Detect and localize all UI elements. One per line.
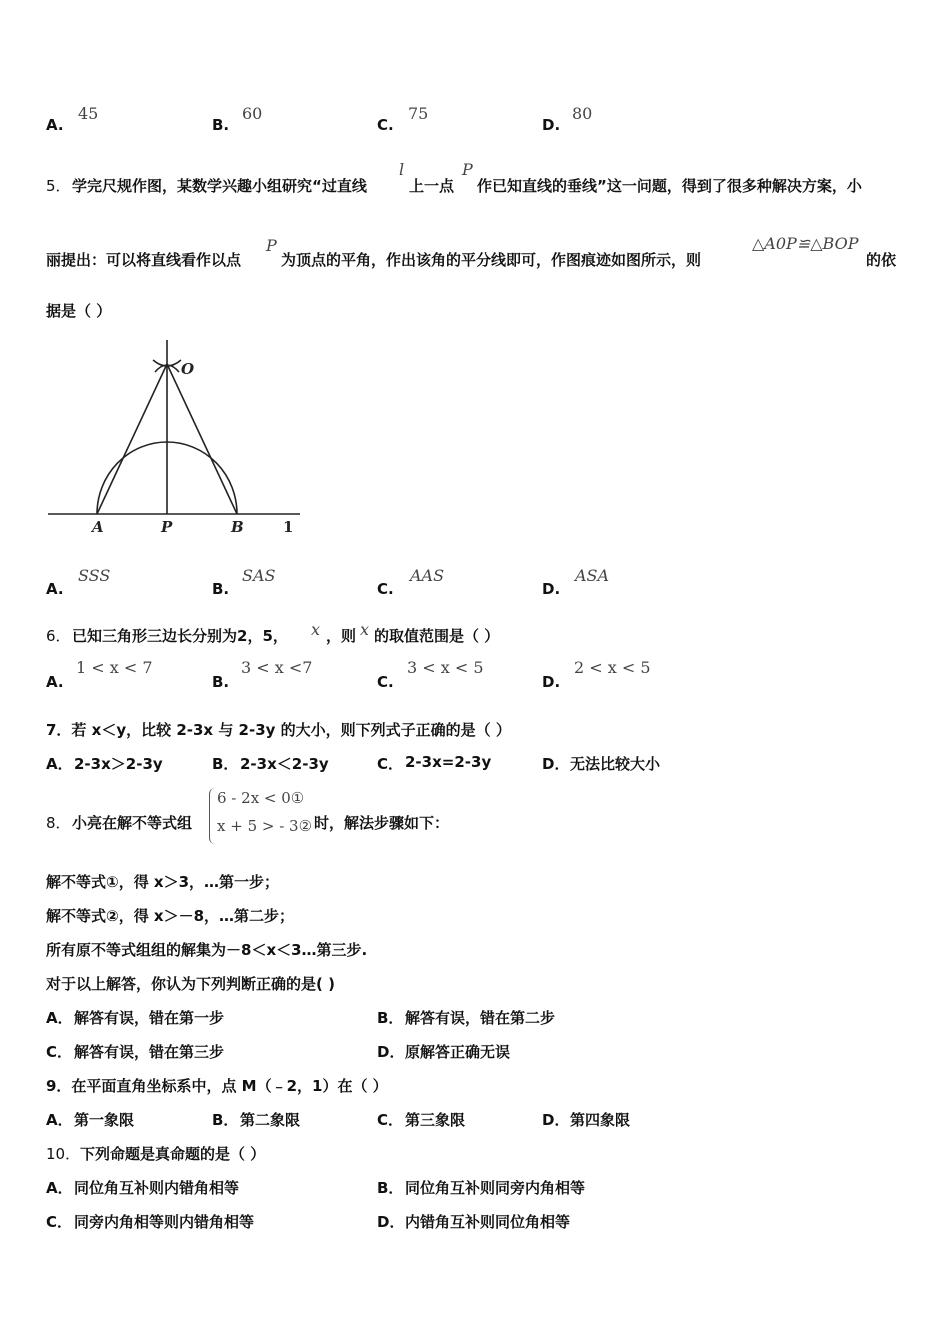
- q6-var-x: x: [311, 620, 321, 639]
- q4-option-c-label: C.: [377, 116, 394, 134]
- q6-option-c-value: 3 < x < 5: [407, 658, 484, 677]
- q8-text-a: 小亮在解不等式组: [72, 814, 193, 832]
- q8-step-3: 所有原不等式组组的解集为－8＜x＜3…第三步.: [46, 941, 368, 959]
- q7-option-d-value: 无法比较大小: [570, 755, 661, 773]
- q5-option-b-label: B.: [212, 580, 230, 598]
- q5-line3: 据是（ ）: [46, 302, 112, 320]
- q6-number: 6．: [46, 627, 71, 645]
- q7-option-c-value: 2-3x=2-3y: [405, 753, 492, 771]
- q5-var-l: l: [399, 160, 405, 179]
- q6-text-c: 的取值范围是（ ）: [374, 627, 500, 645]
- q10-option-d-value: 内错角互补则同位角相等: [405, 1213, 571, 1231]
- q9-option-d-value: 第四象限: [570, 1111, 631, 1129]
- q9-option-a-value: 第一象限: [74, 1111, 135, 1129]
- q4-option-d-label: D.: [542, 116, 561, 134]
- q9-option-c-value: 第三象限: [405, 1111, 466, 1129]
- q5-number: 5．: [46, 177, 71, 195]
- q10-option-b-value: 同位角互补则同旁内角相等: [405, 1179, 586, 1197]
- q8-step-1: 解不等式①，得 x＞3，…第一步；: [46, 873, 280, 891]
- q10-option-d-label: D．: [377, 1213, 405, 1231]
- q8-option-d-value: 原解答正确无误: [405, 1043, 511, 1061]
- label-line: 1: [283, 518, 294, 536]
- q9-option-b-label: B．: [212, 1111, 239, 1129]
- q5-option-d-label: D.: [542, 580, 561, 598]
- q5-option-c-value: AAS: [410, 566, 445, 585]
- q5-option-a-value: SSS: [78, 566, 111, 585]
- q7-option-a-label: A．: [46, 755, 73, 773]
- q6-option-c-label: C.: [377, 673, 394, 691]
- q5-line2-b: 为顶点的平角，作出该角的平分线即可，作图痕迹如图所示，则: [281, 251, 702, 269]
- q6-text-b: ，则: [326, 627, 357, 645]
- q10-option-c-value: 同旁内角相等则内错角相等: [74, 1213, 255, 1231]
- q5-line1-b: 上一点: [409, 177, 455, 195]
- label-a: A: [92, 518, 104, 536]
- q6-var-x2: x: [360, 620, 370, 639]
- q5-line2-c: 的依: [866, 251, 897, 269]
- q8-inequality-2: x + 5 > - 3②: [217, 817, 313, 835]
- q4-option-d-value: 80: [572, 104, 593, 123]
- q5-option-c-label: C.: [377, 580, 394, 598]
- q10-option-a-label: A．: [46, 1179, 73, 1197]
- label-o: O: [181, 360, 195, 378]
- q5-option-b-value: SAS: [242, 566, 276, 585]
- q8-option-b-value: 解答有误，错在第二步: [405, 1009, 556, 1027]
- q10-option-b-label: B．: [377, 1179, 404, 1197]
- q8-option-a-label: A．: [46, 1009, 73, 1027]
- q5-var-p2: P: [266, 236, 277, 255]
- q5-var-p: P: [462, 160, 473, 179]
- q4-option-b-value: 60: [242, 104, 263, 123]
- q6-option-b-value: 3 < x <7: [241, 658, 313, 677]
- q10-option-a-value: 同位角互补则内错角相等: [74, 1179, 240, 1197]
- q6-option-a-value: 1 < x < 7: [76, 658, 153, 677]
- q9-text: 9．在平面直角坐标系中，点 M（﹣2，1）在（ ）: [46, 1077, 388, 1095]
- q8-number: 8．: [46, 814, 71, 832]
- q4-option-b-label: B.: [212, 116, 230, 134]
- q8-system-brace: [209, 788, 216, 844]
- q9-option-c-label: C．: [377, 1111, 404, 1129]
- q7-option-c-label: C．: [377, 755, 404, 773]
- q7-option-a-value: 2-3x＞2-3y: [74, 755, 163, 773]
- q7-option-b-label: B．: [212, 755, 239, 773]
- q8-ask: 对于以上解答，你认为下列判断正确的是( ): [46, 975, 335, 993]
- q8-option-a-value: 解答有误，错在第一步: [74, 1009, 225, 1027]
- q5-option-d-value: ASA: [575, 566, 610, 585]
- q5-line2-a: 丽提出：可以将直线看作以点: [46, 251, 242, 269]
- q7-option-b-value: 2-3x＜2-3y: [240, 755, 329, 773]
- q8-option-d-label: D．: [377, 1043, 405, 1061]
- q4-option-c-value: 75: [408, 104, 429, 123]
- q10-number: 10．: [46, 1145, 81, 1163]
- q8-option-b-label: B．: [377, 1009, 404, 1027]
- q5-line1-c: 作已知直线的垂线”这一问题，得到了很多种解决方案，小: [477, 177, 862, 195]
- label-p: P: [161, 518, 173, 536]
- segment-ao: [97, 364, 167, 514]
- q5-option-a-label: A.: [46, 580, 64, 598]
- segment-bo: [167, 364, 237, 514]
- q8-option-c-label: C．: [46, 1043, 73, 1061]
- q6-text-a: 已知三角形三边长分别为2，5，: [72, 627, 288, 645]
- q5-line1-a: 学完尺规作图，某数学兴趣小组研究“过直线: [72, 177, 367, 195]
- q6-option-d-label: D.: [542, 673, 561, 691]
- label-b: B: [231, 518, 244, 536]
- q10-text: 下列命题是真命题的是（ ）: [80, 1145, 266, 1163]
- q7-option-d-label: D．: [542, 755, 570, 773]
- q6-option-a-label: A.: [46, 673, 64, 691]
- q8-text-b: 时，解法步骤如下：: [314, 814, 450, 832]
- q8-option-c-value: 解答有误，错在第三步: [74, 1043, 225, 1061]
- q6-option-b-label: B.: [212, 673, 230, 691]
- q8-inequality-1: 6 - 2x < 0①: [217, 789, 305, 807]
- q5-figure: [40, 332, 310, 542]
- q4-option-a-value: 45: [78, 104, 99, 123]
- q5-congruence: △A0P≌△BOP: [752, 234, 859, 253]
- q9-option-a-label: A．: [46, 1111, 73, 1129]
- q9-option-b-value: 第二象限: [240, 1111, 301, 1129]
- q9-option-d-label: D．: [542, 1111, 570, 1129]
- q8-step-2: 解不等式②，得 x＞－8，…第二步；: [46, 907, 295, 925]
- q4-option-a-label: A.: [46, 116, 64, 134]
- q6-option-d-value: 2 < x < 5: [574, 658, 651, 677]
- q7-text: 7．若 x＜y，比较 2-3x 与 2-3y 的大小，则下列式子正确的是（ ）: [46, 721, 511, 739]
- q10-option-c-label: C．: [46, 1213, 73, 1231]
